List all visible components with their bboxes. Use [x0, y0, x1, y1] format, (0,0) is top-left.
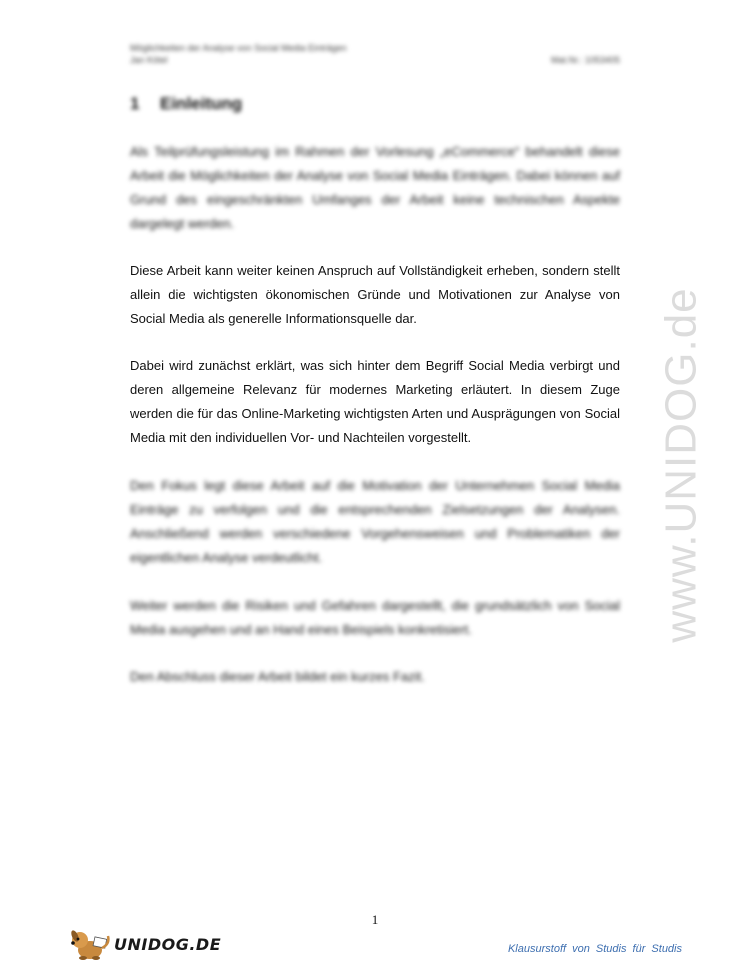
header-matriculation-number: Mat.Nr.: 1053405: [550, 55, 620, 65]
running-header: [130, 42, 620, 66]
paragraph-6: Den Abschluss dieser Arbeit bildet ein kurzes Fazit.: [130, 669, 425, 684]
logo-text: UNIDOG.DE: [114, 934, 222, 954]
chapter-number: 1: [130, 94, 140, 113]
paragraph-1: Als Teilprüfungsleistung im Rahmen der Vorlesung „eCommerce“ behandelt diese Arbeit die Möglichkeiten der Analyse von Social Media Einträgen. Dabei können auf Grund des eingeschränkten Umfanges der Arbeit keine technischen Aspekte dargelegt werden.: [130, 144, 620, 231]
watermark: [642, 255, 722, 675]
paragraph-5: Weiter werden die Risiken und Gefahren dargestellt, die grundsätzlich von Social Media ausgehen und an Hand eines Beispiels konkretisiert.: [130, 598, 620, 637]
dog-mascot-icon: [66, 926, 112, 962]
chapter-title: Einleitung: [160, 94, 243, 113]
watermark-text: www.UNIDOG.de: [657, 287, 707, 643]
chapter-heading: [130, 94, 242, 114]
unidog-logo: [66, 926, 221, 962]
header-author: Jan Kötel: [130, 55, 168, 65]
page-number: 1: [371, 912, 379, 927]
footer-slogan: Klausurstoff von Studis für Studis: [507, 943, 682, 955]
paragraph-3: Dabei wird zunächst erklärt, was sich hinter dem Begriff Social Media verbirgt und deren allgemeine Relevanz für modernes Marketing erläutert. In diesem Zuge werden die für das Online-Marketing wichtigsten Arten und Ausprägungen von Social Media mit den individuellen Vor- und Nachteilen vorgestellt.: [130, 358, 620, 445]
paragraph-4: Den Fokus legt diese Arbeit auf die Motivation der Unternehmen Social Media Einträge zu verfolgen und die entsprechenden Zielsetzungen der Analysen. Anschließend werden verschiedene Vorgehensweisen und Problematiken der eigentlichen Analyse verdeutlicht.: [130, 478, 620, 565]
paragraph-2: Diese Arbeit kann weiter keinen Anspruch auf Vollständigkeit erheben, sondern stellt allein die wichtigsten ökonomischen Gründe und Motivationen zur Analyse von Social Media als generelle Informationsquelle dar.: [130, 263, 620, 326]
header-document-title: Möglichkeiten der Analyse von Social Media Einträgen: [130, 43, 347, 53]
